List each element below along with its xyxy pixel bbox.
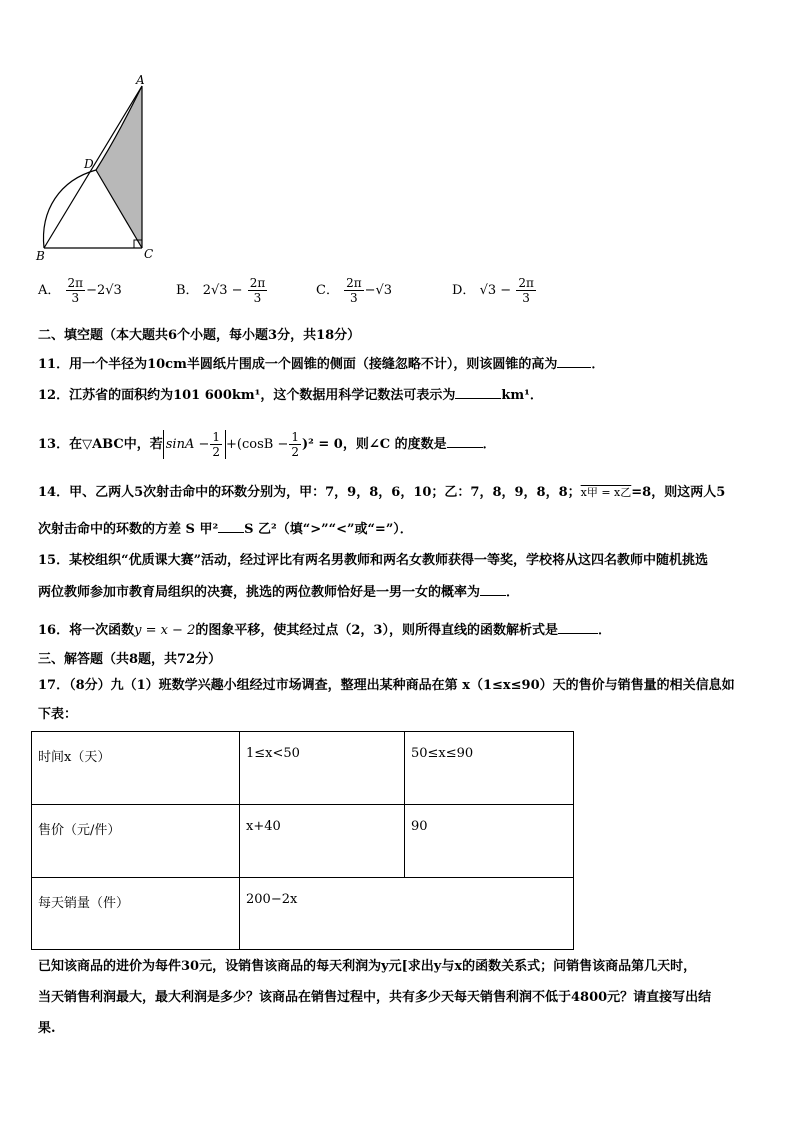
table-cell: 售价（元/件） [32, 805, 240, 878]
shaded-region [96, 86, 142, 248]
table-row [32, 805, 574, 878]
table-cell: 90 [405, 805, 574, 878]
option-a: A． $\frac{2\pi}{3}$ −2√3 [38, 276, 122, 305]
table-cell: 时间x（天） [32, 732, 240, 805]
label-c: C [144, 247, 154, 261]
label-a: A [136, 73, 145, 87]
table-cell: 50≤x≤90 [405, 732, 574, 805]
label-d: D [84, 157, 94, 171]
question-17-line-2: 下表： [38, 707, 78, 722]
question-17-after-3: 果. [38, 1021, 56, 1036]
table-row [32, 878, 574, 950]
question-11: 11．用一个半径为10cm半圆纸片围成一个圆锥的侧面（接缝忽略不计），则该圆锥的高为 ． [38, 354, 604, 374]
table-row [32, 732, 574, 805]
option-c: C． $\frac{2\pi}{3}$ −√3 [316, 276, 393, 305]
question-14-line-2: 次射击命中的环数的方差 S 甲² S 乙²（填“>”“<”或“=”）． [38, 519, 413, 539]
question-15-line-2: 两位教师参加市教育局组织的决赛，挑选的两位教师恰好是一男一女的概率为 ． [38, 582, 519, 602]
option-d: D． √3 − $\frac{2\pi}{3}$ [452, 276, 534, 305]
question-17-after-1: 已知该商品的进价为每件30元，设销售该商品的每天利润为y元[求出y与x的函数关系式；问销售该商品第几天时， [38, 959, 697, 974]
section-2-title: 二、填空题（本大题共6个小题，每小题3分，共18分） [38, 328, 361, 343]
table-cell: 200−2x [240, 878, 574, 950]
question-16: 16．将一次函数y = x − 2的图象平移，使其经过点（2，3），则所得直线的函数解析式是 ． [38, 620, 611, 640]
question-13: 13．在▽ABC中，若 sinA − $\frac{1}{2}$ +(cosB − $\frac{1}{2}$ )² = 0，则∠C 的度数是 ． [38, 430, 496, 459]
question-12: 12．江苏省的面积约为101 600km¹，这个数据用科学记数法可表示为 km¹． [38, 385, 543, 405]
option-b: B． 2√3 − $\frac{2\pi}{3}$ [176, 276, 266, 305]
question-17-line-1: 17．（8分）九（1）班数学兴趣小组经过市场调查，整理出某种商品在第 x（1≤x≤90）天的售价与销售量的相关信息如 [38, 678, 735, 693]
table-cell: 1≤x<50 [240, 732, 405, 805]
question-17-after-2: 当天销售利润最大，最大利润是多少？该商品在销售过程中，共有多少天每天销售利润不低于4800元？请直接写出结 [38, 990, 712, 1005]
price-sales-table [31, 731, 574, 950]
abs-expression: sinA − $\frac{1}{2}$ [163, 430, 226, 459]
question-15-line-1: 15．某校组织“优质课大赛”活动，经过评比有两名男教师和两名女教师获得一等奖，学校将从这四名教师中随机挑选 [38, 553, 709, 568]
section-3-title: 三、解答题（共8题，共72分） [38, 652, 222, 667]
geometry-figure [30, 70, 160, 270]
question-14-line-1: 14．甲、乙两人5次射击命中的环数分别为，甲：7，9，8，6，10；乙：7，8，9，8，8；x甲 = x乙=8，则这两人5 [38, 485, 726, 500]
table-cell: x+40 [240, 805, 405, 878]
table-cell: 每天销量（件） [32, 878, 240, 950]
label-b: B [36, 249, 45, 263]
